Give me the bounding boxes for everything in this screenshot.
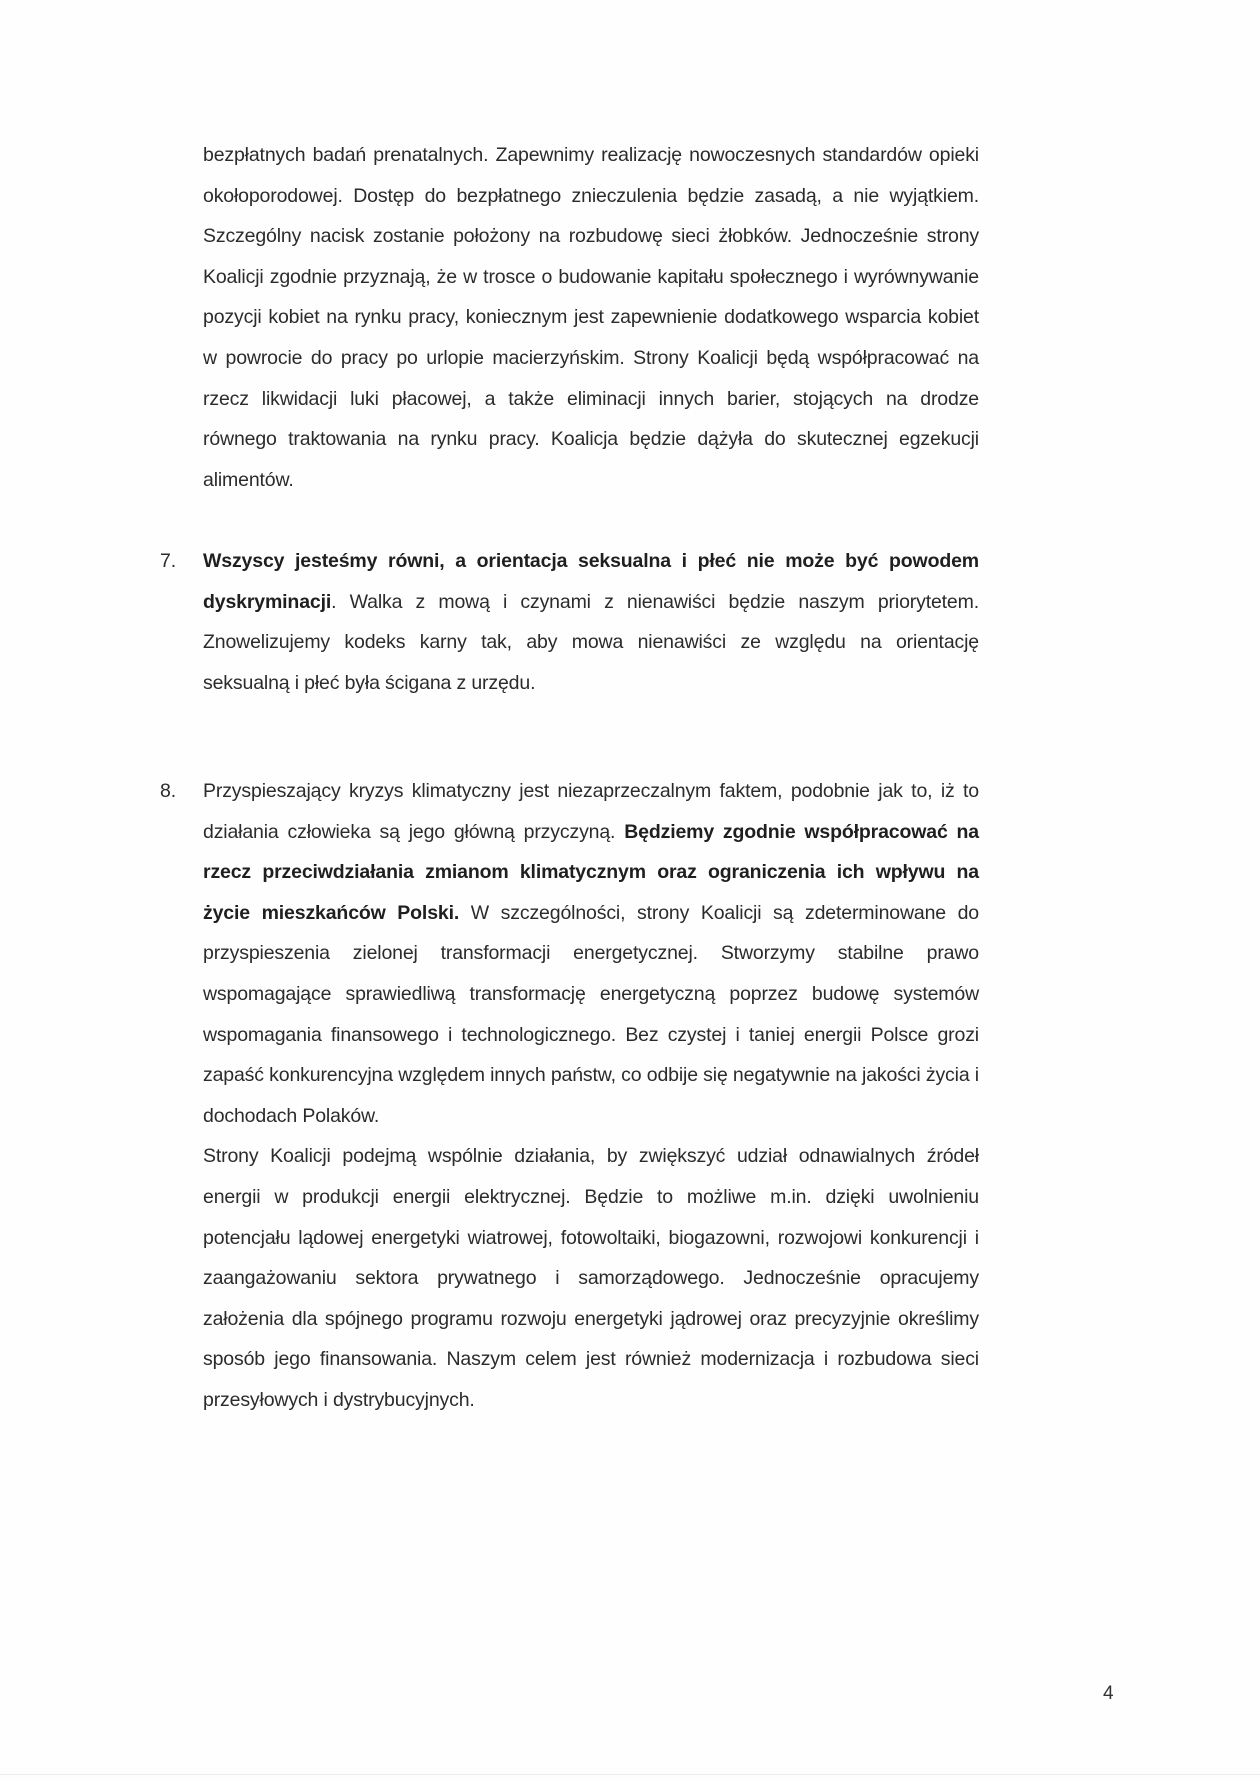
list-number: 7. (160, 550, 176, 572)
scan-edge-divider (0, 1774, 1260, 1775)
list-item-body (203, 771, 979, 1421)
list-number: 8. (160, 780, 176, 802)
bold-statement: Wszyscy jesteśmy równi, a orientacja seksualna i płeć nie może być powodem dyskryminacji (203, 550, 979, 613)
page-number: 4 (1103, 1683, 1114, 1704)
list-item-7 (160, 541, 979, 703)
list-item-paragraph (203, 771, 979, 1136)
paragraph-text: . Walka z mową i czynami z nienawiści będzie naszym priorytetem. Znowelizujemy kodeks karny tak, aby mowa nienawiści ze względu na orientację seksualną i płeć była ścigana z urzędu. (203, 590, 979, 694)
list-item-second-paragraph: Strony Koalicji podejmą wspólnie działania, by zwiększyć udział odnawialnych źródeł energii w produkcji energii elektrycznej. Będzie to możliwe m.in. dzięki uwolnieniu potencjału lądowej energetyki wiatrowej, fotowoltaiki, biogazowni, rozwojowi konkurencji i zaangażowaniu sektora prywatnego i samorządowego. Jednocześnie opracujemy założenia dla spójnego programu rozwoju energetyki jądrowej oraz precyzyjnie określimy sposób jego finansowania. Naszym celem jest również modernizacja i rozbudowa sieci przesyłowych i dystrybucyjnych. (203, 1145, 979, 1411)
continuation-paragraph (203, 135, 979, 500)
paragraph-text: W szczególności, strony Koalicji są zdeterminowane do przyspieszenia zielonej transformacji energetycznej. Stworzymy stabilne prawo wspomagające sprawiedliwą transformację energetyczną poprzez budowę systemów wspomagania finansowego i technologicznego. Bez czystej i taniej energii Polsce grozi zapaść konkurencyjna względem innych państw, co odbije się negatywnie na jakości życia i dochodach Polaków. (203, 901, 980, 1127)
list-item-body (203, 541, 979, 703)
list-item-8 (160, 771, 979, 1421)
paragraph-text: bezpłatnych badań prenatalnych. Zapewnimy realizację nowoczesnych standardów opieki okołoporodowej. Dostęp do bezpłatnego znieczulenia będzie zasadą, a nie wyjątkiem. Szczególny nacisk zostanie położony na rozbudowę sieci żłobków. Jednocześnie strony Koalicji zgodnie przyznają, że w trosce o budowanie kapitału społecznego i wyrównywanie pozycji kobiet na rynku pracy, koniecznym jest zapewnienie dodatkowego wsparcia kobiet w powrocie do pracy po urlopie macierzyńskim. Strony Koalicji będą współpracować na rzecz likwidacji luki płacowej, a także eliminacji innych barier, stojących na drodze równego traktowania na rynku pracy. Koalicja będzie dążyła do skutecznej egzekucji alimentów. (203, 144, 979, 491)
bold-statement: Będziemy zgodnie współpracować na rzecz przeciwdziałania zmianom klimatycznym oraz ograniczenia ich wpływu na życie mieszkańców Polski. (203, 820, 979, 924)
paragraph-text: Przyspieszający kryzys klimatyczny jest niezaprzeczalnym faktem, podobnie jak to, iż to działania człowieka są jego główną przyczyną. (203, 780, 979, 843)
list-item-paragraph (203, 541, 979, 703)
